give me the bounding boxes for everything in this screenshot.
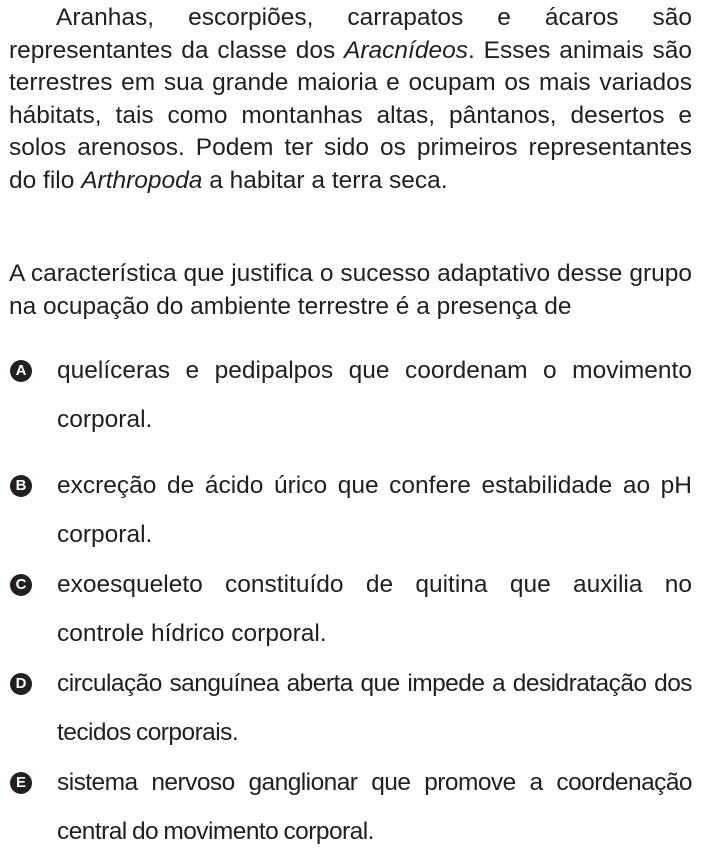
option-text: sistema nervoso ganglionar que promove a coordenação central do movimento corporal. [57, 769, 692, 845]
option-letter-badge: C [10, 574, 32, 596]
option-letter-badge: E [10, 772, 32, 794]
option-letter-badge: D [10, 673, 32, 695]
passage-text: a habitar a terra seca. [202, 166, 448, 194]
passage-paragraph [9, 2, 692, 198]
passage-italic-term: Arthropoda [81, 166, 203, 194]
option-text: circulação sanguínea aberta que impede a desidratação dos tecidos corporais. [57, 670, 692, 746]
passage-text: . Esses animais são terrestres em sua grande maioria e ocupam os mais variados hábitats, tais como montanhas altas, pântanos, desertos e solos arenosos. Podem ter sido os primeiros representantes do filo [9, 36, 692, 194]
option-letter-badge: A [10, 360, 32, 382]
question-stem: A característica que justifica o sucesso adaptativo desse grupo na ocupação do ambiente terrestre é a presença de [9, 260, 692, 320]
option-text: exoesqueleto constituído de quitina que auxilia no controle hídrico corporal. [57, 571, 692, 647]
option-text: excreção de ácido úrico que confere estabilidade ao pH corporal. [57, 472, 692, 548]
option-letter-badge: B [10, 475, 32, 497]
option-text: quelíceras e pedipalpos que coordenam o movimento corporal. [57, 357, 692, 433]
passage-italic-term: Aracnídeos [344, 36, 468, 64]
passage-text: Aranhas, escorpiões, carrapatos e ácaros são representantes da classe dos [9, 4, 692, 64]
